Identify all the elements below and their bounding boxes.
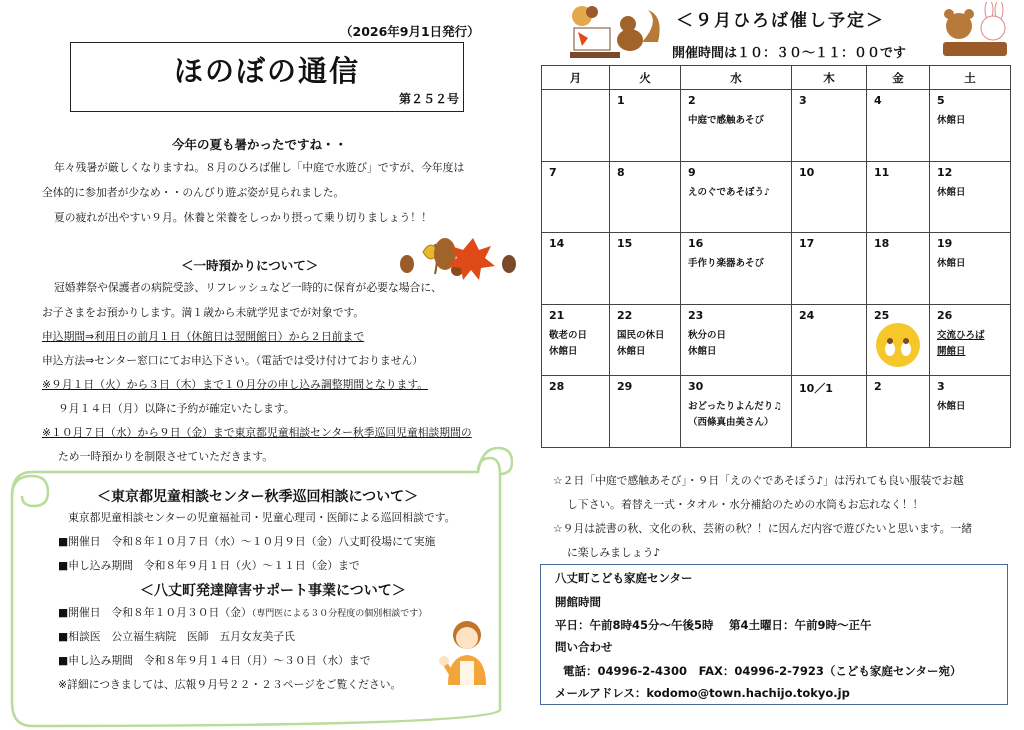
calendar-day-cell [610, 304, 681, 376]
calendar-day-cell [867, 376, 930, 448]
event-calendar [541, 65, 1011, 448]
day-event: 中庭で感触あそび [688, 115, 765, 126]
calendar-day-cell [610, 376, 681, 448]
day-number: 23 [688, 308, 704, 322]
day-number: 2 [874, 380, 882, 393]
day-number: 5 [937, 94, 945, 107]
calendar-day-cell [867, 90, 930, 162]
calendar-day-cell [867, 233, 930, 305]
consult-heading: ＜東京都児童相談センター秋季巡回相談について＞ [97, 489, 419, 505]
calendar-day-cell [792, 161, 867, 233]
day-number: 16 [688, 237, 704, 250]
day-number: 19 [937, 237, 953, 250]
day-number: 9 [688, 165, 696, 179]
issue-date: （2026年9月1日発行） [340, 24, 480, 39]
day-event: 秋分の日 [688, 329, 727, 341]
day-event: （西條真由美さん） [688, 417, 774, 428]
center-info-box [540, 564, 1008, 705]
calendar-title: ＜９月ひろば催し予定＞ [676, 11, 885, 31]
support-doctor: ■相談医 公立福生病院 医師 五月女友美子氏 [58, 630, 295, 643]
calendar-week-row [542, 90, 1011, 162]
calendar-day-cell [681, 90, 792, 162]
weekday-header: 水 [681, 66, 792, 90]
calendar-weekday-row [542, 66, 1011, 90]
day-number: 17 [799, 237, 815, 250]
calendar-day-cell [792, 90, 867, 162]
calendar-day-cell [792, 233, 867, 305]
day-number: 10 [799, 165, 815, 179]
day-event: 交流ひろば [937, 329, 985, 341]
calendar-day-cell [792, 304, 867, 376]
day-number: 1 [617, 94, 625, 107]
calendar-day-cell [610, 161, 681, 233]
day-number: 3 [937, 380, 945, 393]
weekday-header: 火 [610, 66, 681, 90]
squirrel-painting-icon [560, 2, 670, 60]
weekday-header: 木 [792, 66, 867, 90]
day-number: 18 [874, 237, 890, 250]
day-number: 25 [874, 308, 890, 322]
support-date-note: （専門医による３０分程度の個別相談です） [251, 609, 428, 619]
calendar-day-cell [681, 233, 792, 305]
calendar-day-cell [542, 304, 610, 376]
consult-intro: 東京都児童相談センターの児童福祉司・児童心理司・医師による巡回相談です。 [68, 511, 456, 524]
day-number: 30 [688, 380, 704, 393]
calendar-day-cell [792, 376, 867, 448]
greeting-line: 全体的に参加者が少なめ・・のんびり遊ぶ姿が見られました。 [42, 186, 345, 199]
staff-illustration-icon [436, 615, 498, 687]
greeting-heading: 今年の夏も暑かったですね・・ [172, 137, 348, 152]
center-hours: 平日：午前8時45分～午後5時 第4土曜日：午前9時～正午 [555, 618, 872, 632]
note-line: し下さい。着替え一式・タオル・水分補給のための水筒もお忘れなく！！ [567, 498, 924, 511]
calendar-day-cell [930, 161, 1011, 233]
childcare-line: ９月１４日（月）以降に予約が確定いたします。 [58, 402, 295, 415]
support-heading: ＜八丈町発達障害サポート事業について＞ [140, 583, 406, 599]
center-contact-label: 問い合わせ [555, 640, 613, 654]
calendar-body [542, 90, 1011, 448]
note-line: ☆９月は読書の秋、文化の秋、芸術の秋？！に因んだ内容で遊びたいと思います。一緒 [553, 522, 973, 535]
calendar-day-cell [542, 161, 610, 233]
title-box [70, 42, 464, 112]
calendar-week-row [542, 233, 1011, 305]
day-number: 4 [874, 94, 882, 107]
childcare-line: ため一時預かりを制限させていただきます。 [58, 450, 274, 463]
calendar-day-cell [867, 161, 930, 233]
day-number: 21 [549, 308, 565, 322]
squirrel-badge-icon [874, 321, 922, 369]
center-name: 八丈町こども家庭センター [555, 571, 693, 585]
day-event: 休館日 [937, 401, 966, 412]
calendar-hours: 開催時間は１０：３０～１１：００です [672, 46, 907, 61]
issue-number: 第２５２号 [398, 92, 459, 106]
calendar-day-cell [681, 376, 792, 448]
day-event: 休館日 [617, 345, 646, 357]
childcare-line: 申込期間⇒利用日の前月１日（休館日は翌開館日）から２日前まで [42, 330, 365, 343]
childcare-line: お子さまをお預かりします。満１歳から未就学児までが対象です。 [42, 306, 365, 319]
calendar-day-cell [930, 90, 1011, 162]
center-phone: 電話：04996-2-4300 FAX：04996-2-7923（こども家庭センター宛） [563, 664, 962, 678]
day-number: 3 [799, 94, 807, 107]
support-date [58, 606, 427, 621]
bear-rabbit-icon [935, 2, 1015, 60]
newsletter-title: ほのぼの通信 [173, 54, 360, 88]
day-event: えのぐであそぼう♪ [688, 186, 771, 198]
center-email: メールアドレス：kodomo@town.hachijo.tokyo.jp [555, 686, 850, 700]
day-event: 手作り楽器あそび [688, 258, 765, 269]
day-number: 2 [688, 94, 696, 107]
day-number: 15 [617, 237, 633, 250]
weekday-header: 金 [867, 66, 930, 90]
calendar-week-row [542, 161, 1011, 233]
day-event: 休館日 [549, 345, 578, 357]
day-event: 国民の休日 [617, 329, 665, 341]
childcare-line: 申込方法⇒センター窓口にてお申込下さい。（電話では受け付けておりません） [42, 354, 424, 367]
day-number: 28 [549, 380, 565, 393]
center-hours-label: 開館時間 [555, 595, 601, 609]
note-line: に楽しみましょう♪ [567, 546, 661, 559]
day-event: 敬老の日 [549, 329, 588, 341]
calendar-day-cell [930, 233, 1011, 305]
day-number: 14 [549, 237, 565, 250]
childcare-heading: ＜一時預かりについて＞ [181, 258, 319, 273]
childcare-line: ※１０月７日（水）から９日（金）まで東京都児童相談センター秋季巡回児童相談期間の [42, 426, 472, 439]
day-number: 26 [937, 308, 953, 322]
support-date-main: ■開催日 令和８年１０月３０日（金） [58, 606, 252, 619]
support-detail: ※詳細につきましては、広報９月号２２・２３ページをご覧ください。 [58, 678, 402, 691]
consult-date: ■開催日 令和８年１０月７日（水）～１０月９日（金）八丈町役場にて実施 [58, 535, 436, 548]
autumn-leaves-icon [393, 232, 518, 280]
support-apply: ■申し込み期間 令和８年９月１４日（月）～３０日（水）まで [58, 654, 371, 667]
note-line: ☆２日「中庭で感触あそび」・９日「えのぐであそぼう♪」は汚れても良い服装でお越 [553, 474, 964, 487]
weekday-header: 土 [930, 66, 1011, 90]
day-number: 7 [549, 165, 557, 179]
calendar-day-cell [681, 304, 792, 376]
day-number: 22 [617, 308, 633, 322]
day-event: おどったりよんだり♫ [688, 401, 782, 412]
calendar-day-cell [610, 233, 681, 305]
greeting-line: 年々残暑が厳しくなりますね。８月のひろば催し「中庭で水遊び」ですが、今年度は [54, 161, 465, 174]
calendar-day-cell [542, 90, 610, 162]
calendar-day-cell [610, 90, 681, 162]
day-event: 休館日 [937, 186, 966, 198]
day-event: 休館日 [937, 115, 966, 126]
calendar-day-cell [930, 304, 1011, 376]
day-event: 開館日 [937, 345, 966, 357]
calendar-day-cell [542, 233, 610, 305]
consult-apply: ■申し込み期間 令和８年９月１日（火）～１１日（金）まで [58, 559, 360, 572]
day-number: 12 [937, 165, 953, 179]
calendar-week-row [542, 304, 1011, 376]
day-number: 11 [874, 165, 890, 179]
day-number: 29 [617, 380, 633, 393]
calendar-day-cell [930, 376, 1011, 448]
day-number: 8 [617, 165, 625, 179]
calendar-day-cell [681, 161, 792, 233]
childcare-line: 冠婚葬祭や保護者の病院受診、リフレッシュなど一時的に保育が必要な場合に、 [54, 281, 442, 294]
calendar-week-row [542, 376, 1011, 448]
calendar-day-cell [542, 376, 610, 448]
day-number: 24 [799, 308, 815, 322]
weekday-header: 月 [542, 66, 610, 90]
day-number: 10／1 [799, 382, 833, 395]
day-event: 休館日 [937, 258, 966, 269]
childcare-line: ※９月１日（火）から３日（木）まで１０月分の申し込み調整期間となります。 [42, 378, 429, 391]
greeting-line: 夏の疲れが出やすい９月。休養と栄養をしっかり摂って乗り切りましょう！！ [54, 211, 432, 224]
day-event: 休館日 [688, 345, 717, 357]
